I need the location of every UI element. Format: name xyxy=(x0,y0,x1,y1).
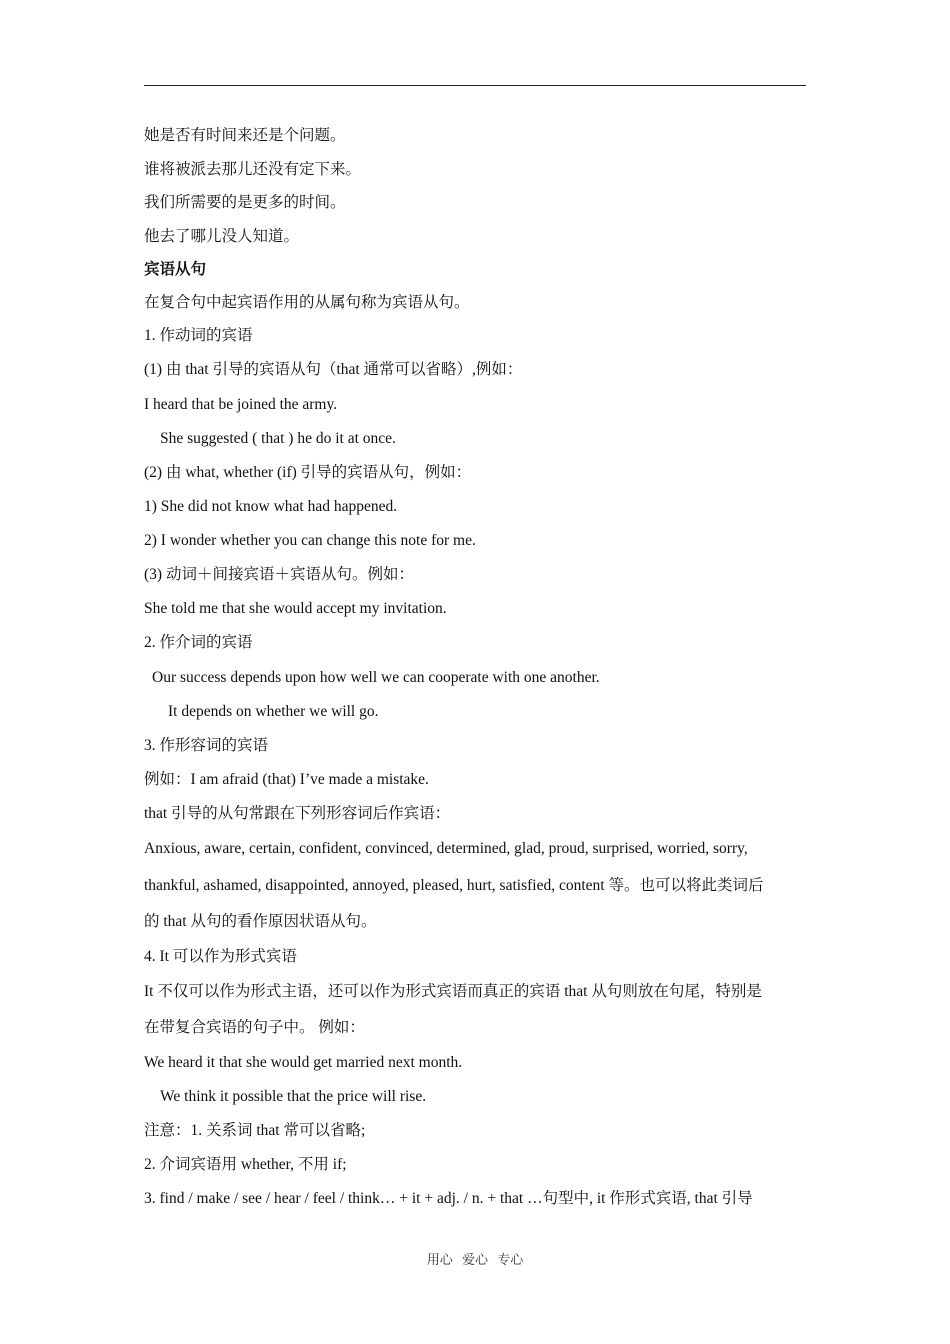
text-line: (3) 动词＋间接宾语＋宾语从句。例如： xyxy=(144,566,414,583)
text-line: that 引导的从句常跟在下列形容词后作宾语： xyxy=(144,805,451,822)
text-line: 的 that 从句的看作原因状语从句。 xyxy=(144,913,377,930)
example-line: She told me that she would accept my invitation. xyxy=(144,600,447,617)
section-heading: 宾语从句 xyxy=(144,261,207,278)
note-line: 2. 介词宾语用 whether, 不用 if; xyxy=(144,1156,347,1173)
example-line: 2) I wonder whether you can change this note for me. xyxy=(144,532,476,549)
text-line: thankful, ashamed, disappointed, annoyed, pleased, hurt, satisfied, content 等。也可以将此类词后 xyxy=(144,877,764,894)
text-line: 谁将被派去那儿还没有定下来。 xyxy=(144,161,362,178)
example-line: Our success depends upon how well we can cooperate with one another. xyxy=(152,669,600,686)
text-line: 她是否有时间来还是个问题。 xyxy=(144,127,346,144)
subheading: 3. 作形容词的宾语 xyxy=(144,737,269,754)
text-line: 我们所需要的是更多的时间。 xyxy=(144,194,346,211)
note-line: 3. find / make / see / hear / feel / think… + it + adj. / n. + that …句型中, it 作形式宾语, that 引导 xyxy=(144,1190,753,1207)
example-line: 例如：I am afraid (that) I’ve made a mistake. xyxy=(144,771,429,788)
subheading: 4. It 可以作为形式宾语 xyxy=(144,948,297,965)
text-line: 在带复合宾语的句子中。 例如： xyxy=(144,1019,365,1036)
example-line: We think it possible that the price will rise. xyxy=(160,1088,427,1105)
text-line: (2) 由 what, whether (if) 引导的宾语从句，例如： xyxy=(144,464,472,481)
note-line: 注意：1. 关系词 that 常可以省略; xyxy=(144,1122,366,1139)
text-line: (1) 由 that 引导的宾语从句（that 通常可以省略）,例如： xyxy=(144,361,523,378)
text-line: It 不仅可以作为形式主语，还可以作为形式宾语而真正的宾语 that 从句则放在句尾，特别是 xyxy=(144,983,762,1000)
subheading: 2. 作介词的宾语 xyxy=(144,634,253,651)
example-line: 1) She did not know what had happened. xyxy=(144,498,398,515)
subheading: 1. 作动词的宾语 xyxy=(144,327,253,344)
example-line: We heard it that she would get married next month. xyxy=(144,1054,463,1071)
page-footer: 用心 爱心 专心 xyxy=(426,1252,524,1267)
header-rule xyxy=(144,85,806,86)
text-line: Anxious, aware, certain, confident, convinced, determined, glad, proud, surprised, worried, sorry, xyxy=(144,840,748,857)
text-line: 在复合句中起宾语作用的从属句称为宾语从句。 xyxy=(144,294,470,311)
example-line: It depends on whether we will go. xyxy=(168,703,379,720)
example-line: I heard that be joined the army. xyxy=(144,396,338,413)
text-line: 他去了哪儿没人知道。 xyxy=(144,228,300,245)
example-line: She suggested ( that ) he do it at once. xyxy=(160,430,396,447)
